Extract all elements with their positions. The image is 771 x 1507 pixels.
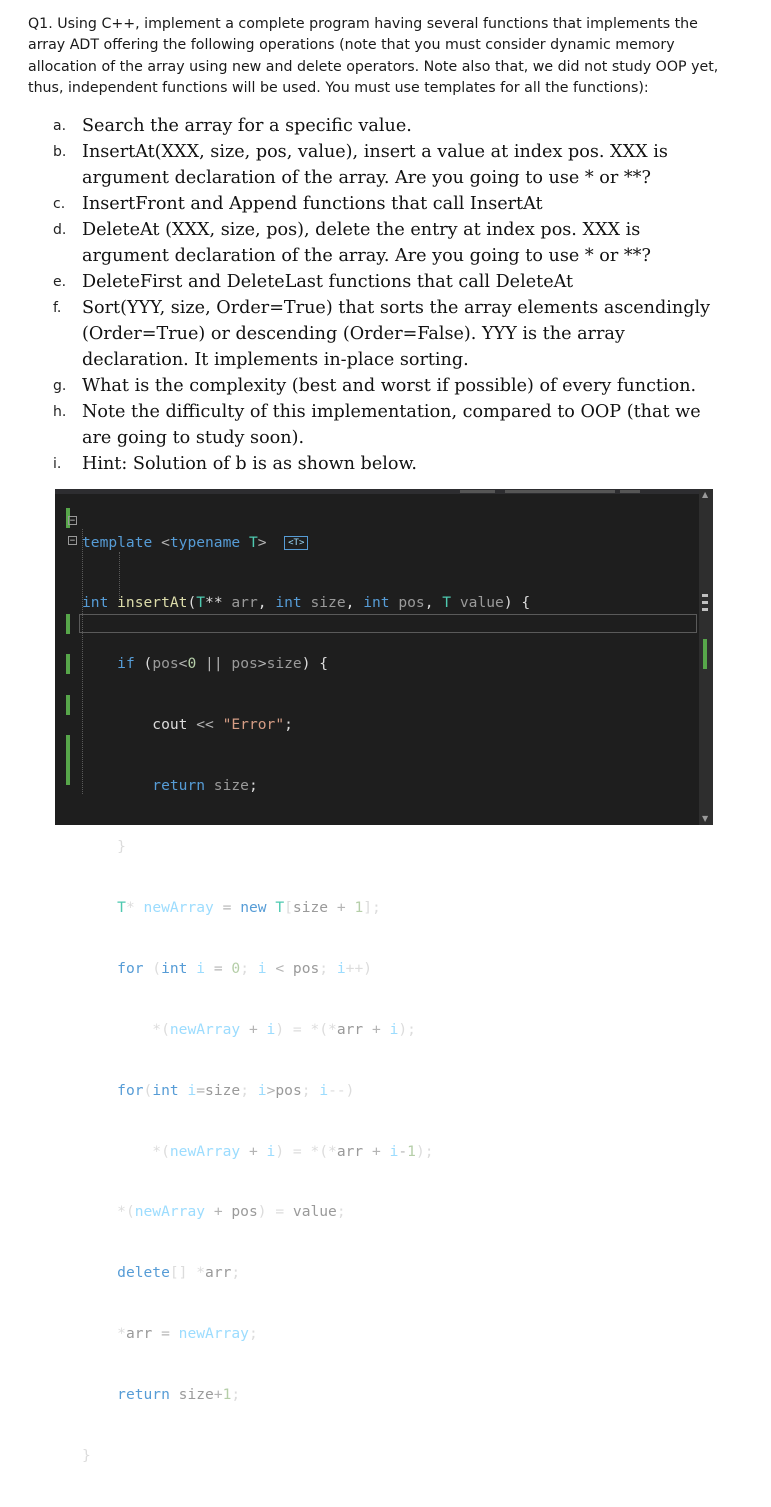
code-line: int insertAt(T** arr, int size, int pos, T value) { <box>82 594 531 612</box>
code-line: return size+1; <box>117 1386 241 1404</box>
list-letter: f. <box>53 300 62 316</box>
list-item-e <box>0 269 722 295</box>
list-item-text: InsertFront and Append functions that call InsertAt <box>82 194 543 214</box>
code-line: for (int i = 0; i < pos; i++) <box>117 959 373 977</box>
code-line: return size; <box>152 777 258 795</box>
list-item-b <box>0 139 722 191</box>
code-line: if (pos<0 || pos>size) { <box>117 655 329 673</box>
change-indicator <box>66 735 70 785</box>
list-letter: e. <box>53 274 67 290</box>
code-line: } <box>82 1446 91 1464</box>
list-letter: g. <box>53 378 67 394</box>
code-line: T* newArray = new T[size + 1]; <box>117 898 381 916</box>
code-line: for(int i=size; i>pos; i--) <box>117 1081 355 1099</box>
change-indicator <box>66 614 70 634</box>
change-indicator <box>66 654 70 674</box>
vertical-scrollbar[interactable] <box>699 489 713 825</box>
code-line: template <typename T> <T> <box>82 533 530 553</box>
code-line: *(newArray + pos) = value; <box>117 1203 346 1221</box>
list-item-a <box>0 113 722 139</box>
question-text: Q1. Using C++, implement a complete program having several functions that implements the array ADT offering the following operations (note that you must consider dynamic memory allocation of the array using new and delete operators. Note also that, we did not study OOP yet, thus, independent functions will be used. You must use templates for all the functions): <box>28 16 719 97</box>
list-item-text: What is the complexity (best and worst if possible) of every function. <box>82 376 697 396</box>
list-item-g <box>0 373 722 399</box>
code-line: } <box>117 838 126 856</box>
list-item-text: InsertAt(XXX, size, pos, value), insert a value at index pos. XXX is argument declaration of the array. Are you going to use * or **? <box>82 142 668 188</box>
list-letter: b. <box>53 144 67 160</box>
list-item-text: Sort(YYY, size, Order=True) that sorts the array elements ascendingly (Order=True) or descending (Order=False). YYY is the array declaration. It implements in-place sorting. <box>82 298 711 370</box>
list-item-text: Search the array for a specific value. <box>82 116 412 136</box>
code-line: *arr = newArray; <box>117 1325 258 1343</box>
list-item-d <box>0 217 722 269</box>
list-item-text: DeleteFirst and DeleteLast functions that call DeleteAt <box>82 272 574 292</box>
list-item-i <box>0 451 722 477</box>
list-letter: i. <box>53 456 62 472</box>
scroll-up-icon[interactable]: ▲ <box>702 490 709 499</box>
code-line: delete[] *arr; <box>117 1264 241 1282</box>
list-item-text: DeleteAt (XXX, size, pos), delete the entry at index pos. XXX is argument declaration of the array. Are you going to use * or **? <box>82 220 651 266</box>
requirements-list <box>0 113 771 477</box>
code-editor-screenshot <box>55 489 713 1464</box>
code-line: *(newArray + i) = *(*arr + i-1); <box>152 1142 434 1160</box>
code-line: *(newArray + i) = *(*arr + i); <box>152 1020 416 1038</box>
change-indicator <box>66 695 70 715</box>
code-block <box>82 492 530 1507</box>
code-line: cout << "Error"; <box>152 716 293 734</box>
list-letter: c. <box>53 196 66 212</box>
list-item-h <box>0 399 722 451</box>
question-prompt <box>28 14 728 100</box>
collapse-icon[interactable]: − <box>69 536 76 546</box>
list-letter: a. <box>53 118 67 134</box>
list-item-c <box>0 191 722 217</box>
template-badge[interactable]: <T> <box>284 536 308 550</box>
list-item-text: Note the difficulty of this implementation, compared to OOP (that we are going to study soon). <box>82 402 701 448</box>
collapse-icon[interactable]: − <box>69 516 76 526</box>
list-item-text: Hint: Solution of b is as shown below. <box>82 454 418 474</box>
list-letter: d. <box>53 222 67 238</box>
scroll-down-icon[interactable]: ▼ <box>702 814 709 823</box>
list-letter: h. <box>53 404 67 420</box>
list-item-f <box>0 295 722 373</box>
